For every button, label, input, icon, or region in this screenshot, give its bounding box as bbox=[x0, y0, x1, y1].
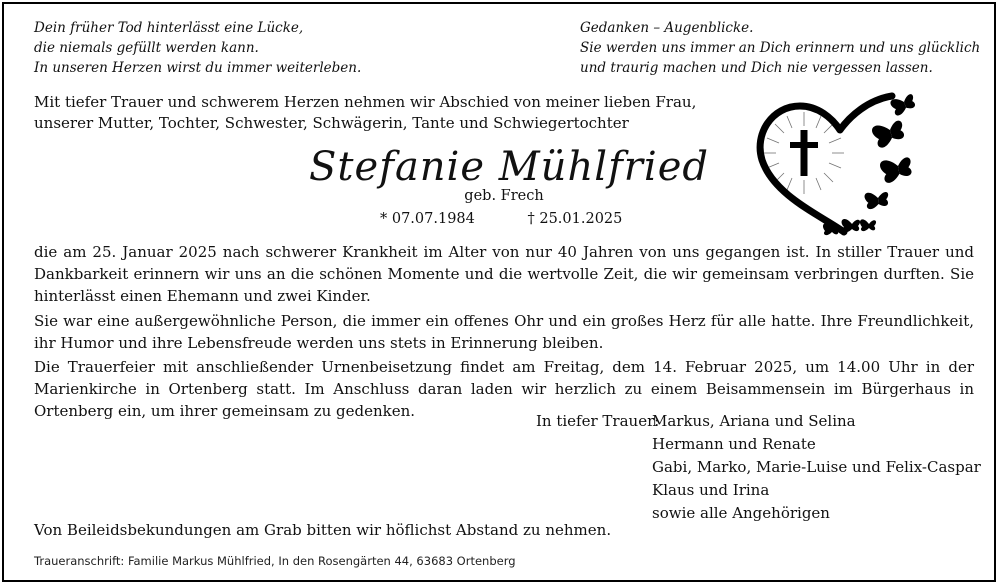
birth-name: geb. Frech bbox=[464, 188, 544, 204]
condolence-request: Von Beileidsbekundungen am Grab bitten wir höflichst Abstand zu nehmen. bbox=[34, 521, 612, 539]
poem-left-line: Dein früher Tod hinterlässt eine Lücke, bbox=[34, 20, 304, 36]
poem-right-line: und traurig machen und Dich nie vergessen lassen. bbox=[580, 60, 933, 76]
poem-left-line: In unseren Herzen wirst du immer weiterleben. bbox=[34, 60, 362, 76]
death-date: † 25.01.2025 bbox=[527, 211, 623, 227]
mourners-label: In tiefer Trauer: bbox=[536, 412, 660, 430]
paragraph-tribute: Sie war eine außergewöhnliche Person, die immer ein offenes Ohr und ein großes Herz für alle hatte. Ihre Freundlichkeit, ihr Humor und ihre Lebensfreude werden uns stets in Erinnerung bleiben. bbox=[34, 312, 974, 352]
poem-left bbox=[34, 18, 361, 78]
heart-cross-butterflies-icon bbox=[752, 88, 932, 238]
poem-left-line: die niemals gefüllt werden kann. bbox=[34, 40, 259, 56]
intro-text bbox=[34, 92, 696, 134]
mourner-entry: Gabi, Marko, Marie-Luise und Felix-Caspar bbox=[652, 458, 981, 476]
poem-right-line: Sie werden uns immer an Dich erinnern und uns glücklich bbox=[580, 40, 981, 56]
poem-right bbox=[580, 18, 980, 78]
mourner-entry: Hermann und Renate bbox=[652, 435, 816, 453]
mourners-list bbox=[652, 410, 981, 525]
poem-right-line: Gedanken – Augenblicke. bbox=[580, 20, 754, 36]
mourner-entry: Markus, Ariana und Selina bbox=[652, 412, 856, 430]
intro-line: unserer Mutter, Tochter, Schwester, Schwägerin, Tante und Schwiegertochter bbox=[34, 114, 629, 132]
life-dates bbox=[380, 211, 622, 227]
birth-date: * 07.07.1984 bbox=[380, 211, 475, 227]
mourning-address: Traueranschrift: Familie Markus Mühlfried, In den Rosengärten 44, 63683 Ortenberg bbox=[34, 554, 516, 568]
mourner-entry: sowie alle Angehörigen bbox=[652, 504, 830, 522]
paragraph-funeral-details: Die Trauerfeier mit anschließender Urnenbeisetzung findet am Freitag, dem 14. Februar 2025, um 14.00 Uhr in der Marienkirche in Ortenberg statt. Im Anschluss daran laden wir herzlich zu einem Beisammensein im Bürgerhaus in Ortenberg ein, um ihrer gemeinsam zu gedenken. bbox=[34, 358, 974, 420]
obituary-card bbox=[2, 2, 996, 582]
intro-line: Mit tiefer Trauer und schwerem Herzen nehmen wir Abschied von meiner lieben Frau, bbox=[34, 93, 697, 111]
mourner-entry: Klaus und Irina bbox=[652, 481, 770, 499]
paragraph-announcement: die am 25. Januar 2025 nach schwerer Krankheit im Alter von nur 40 Jahren von uns gegangen ist. In stiller Trauer und Dankbarkeit erinnern wir uns an die schönen Momente und die wertvolle Zeit, die wir gemeinsam verbringen durften. Sie hinterlässt einen Ehemann und zwei Kinder. bbox=[34, 243, 974, 305]
deceased-name: Stefanie Mühlfried bbox=[308, 144, 709, 190]
